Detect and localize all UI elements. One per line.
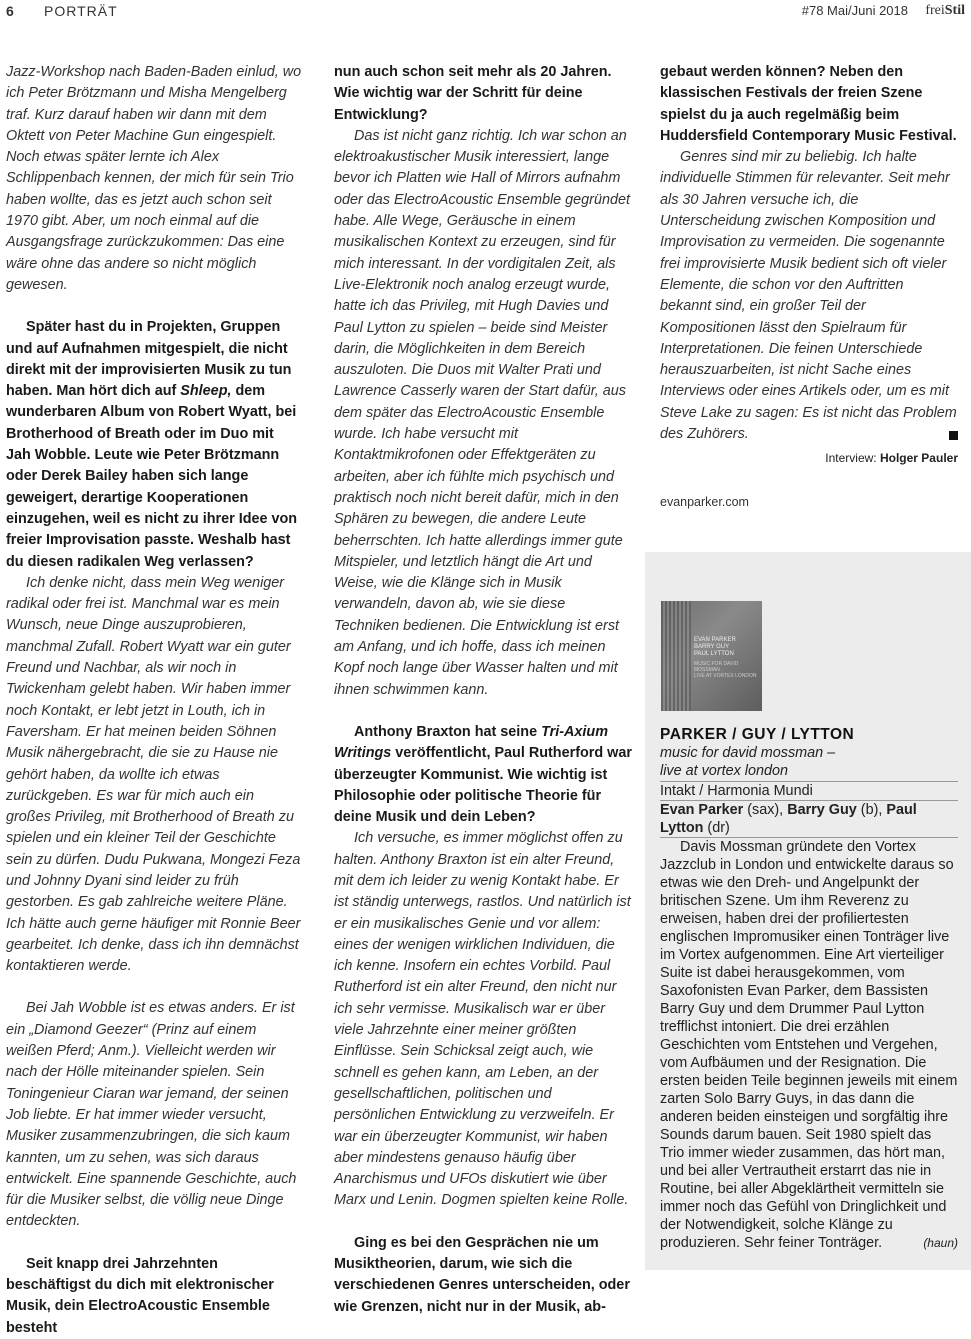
column-3 <box>660 62 958 513</box>
website-link[interactable]: evanparker.com <box>660 494 749 509</box>
answer-text: Jazz-Workshop nach Baden-Baden einlud, wo ich Peter Brötzmann und Misha Mengelberg traf. Kurz darauf haben wir dann mit dem Oktett von Peter Machine Gun eingespielt. Noch etwas später lernte ich Alex Schlippenbach kennen, der mich für sein Trio haben wollte, das es jetzt auch schon seit 1970 gibt. Aber, um noch einmal auf die Ausgangsfrage zurückzukommen: Das eine wäre ohne das andere so nicht möglich gewesen. <box>6 64 302 293</box>
question-text: nun auch schon seit mehr als 20 Jahren. Wie wichtig war der Schritt für deine Entwicklung? <box>334 64 612 123</box>
review-author: (haun) <box>923 1236 958 1250</box>
review-text: Davis Mossman gründete den Vortex Jazzclub in London und entwickelte daraus so etwas wie den Dreh- und Angelpunkt der britischen Szene. Um ihm Reverenz zu erweisen, haben drei der profiliertesten englischen Impromusiker einen Tonträger live im Vortex aufgenommen. Eine Art vierteiliger Suite ist dabei herausgekommen, vom Saxofonisten Evan Parker, dem Bassisten Barry Guy und dem Drummer Paul Lytton trefflichst intoniert. Die drei erzählen Geschichten vom Entstehen und Vergehen, vom Aufbäumen und der Resignation. Die ersten beiden Teile beginnen jeweils mit einem zarten Solo Barry Guys, in das dann die anderen beiden einsteigen und sorgfältig ihre Sounds darum bauen. Seit 1980 spielt das Trio immer wieder zusammen, das hört man, und bei aller Vertrautheit erstarrt das nie in Routine, bei aller Abgeklärtheit vermitteln sie immer noch das Gefühl von Dringlichkeit und der Notwendigkeit, solche Klänge zu produzieren. Sehr feiner Tonträger. (haun) <box>660 839 958 1251</box>
magazine-logo: freiStil <box>925 3 965 18</box>
interview-credit: Interview: Holger Pauler <box>825 451 958 466</box>
page-header <box>0 0 971 24</box>
question-text: gebaut werden können? Neben den klassischen Festivals der freien Szene spielst du ja auch regelmäßig beim Huddersfield Contemporary Music Festival. <box>660 64 957 144</box>
question-text: Ging es bei den Gesprächen nie um Musiktheorien, darum, wie sich die verschiedenen Genres unterscheiden, oder wie Grenzen, nicht nur in der Musik, ab- <box>334 1234 630 1315</box>
answer-text: Ich denke nicht, dass mein Weg weniger radikal oder frei ist. Manchmal war es mein Wunsch, neue Dinge auszuprobieren, manchmal Zufall. Robert Wyatt war ein guter Freund und Nachbar, als wir noch in Twickenham gelebt haben. Wir haben immer noch Kontakt, er lebt jetzt in Louth, ich in Faversham. Er hat meinen beiden Söhnen Musik nähergebracht, die sie zu Hause nie gehört haben, da wollte ich etwas zurückgeben. Es war für mich auch ein großes Privileg, mit Brotherhood of Breath zu spielen und ein kleiner Teil der Geschichte sein zu dürfen. Dudu Pukwana, Mongezi Feza und Johnny Dyani sind leider zu früh gestorben. Es gab zahlreiche weitere Pläne. Ich hätte auch gerne häufiger mit Ronnie Beer gearbeitet. Ich denke, dass ich ihn demnächst kontaktieren werde. <box>6 574 301 975</box>
album-review <box>660 726 958 1252</box>
question-text: Seit knapp drei Jahrzehnten beschäftigst du dich mit elektronischer Musik, dein ElectroAcoustic Ensemble besteht <box>6 1255 274 1336</box>
review-subtitle: music for david mossman – live at vortex london <box>660 744 958 782</box>
question-text: Später hast du in Projekten, Gruppen und auf Aufnahmen mitgespielt, die nicht direkt mit der improvisierten Musik zu tun haben. Man hört dich auf Shleep, dem wunderbaren Album von Robert Wyatt, bei Brotherhood of Breath oder im Duo mit Jah Wobble. Leute wie Peter Brötzmann oder Derek Bailey haben sich lange geweigert, derartige Kooperationen einzugehen, weil es nicht zu ihrer Idee von freier Improvisation passte. Weshalb hast du diesen radikalen Weg verlassen? <box>6 319 298 570</box>
column-1 <box>6 62 302 1339</box>
question-text: Anthony Braxton hat seine Tri-Axium Writings veröffentlicht, Paul Rutherford war überzeugter Kommunist. Wie wichtig ist Philosophie oder politische Theorie für deine Musik und dein Leben? <box>334 723 632 826</box>
answer-text: Das ist nicht ganz richtig. Ich war schon an elektroakustischer Musik interessiert, lange bevor ich Platten wie Hall of Mirrors aufnahm oder das ElectroAcoustic Ensemble gegründet habe. Alle Wege, Geräusche in einem musikalischen Kontext zu erzeugen, sind für mich interessant. In der vordigitalen Zeit, als Live-Elektronik noch analog erzeugt wurde, hatte ich das Privileg, mit Hugh Davies und Paul Lytton zu spielen – beide sind Meister darin, die Möglichkeiten in dem Bereich auszuloten. Die Duos mit Walter Prati und Lawrence Casserly waren der Start dafür, aus dem später das ElectroAcoustic Ensemble wurde. Ich habe versucht mit Kontaktmikrofonen oder Effektgeräten zu arbeiten, aber ich fühlte mich psychisch und praktisch noch nicht bereit dafür, mich in den Sphären zu bewegen, die andere Leute beherrschten. Ich hatte allerdings immer gute Mitspieler, und letztlich hängt die Art und Weise, wie die Klänge sich in Musik verwandeln, davon ab, wie sie diese Techniken bedienen. Die Entwicklung ist erst am Anfang, und ich hoffe, dass ich meinen Kopf noch lange über Wasser halten und mit ihnen schwimmen kann. <box>334 127 630 698</box>
column-2 <box>334 62 632 1318</box>
section-title: PORTRÄT <box>44 3 118 19</box>
end-mark-icon <box>949 431 958 440</box>
review-title: PARKER / GUY / LYTTON <box>660 726 855 743</box>
page-number: 6 <box>6 3 14 19</box>
answer-text: Ich versuche, es immer möglichst offen zu halten. Anthony Braxton ist ein alter Freund, mit dem ich leider zu wenig Kontakt habe. Er ist ständig unterwegs, rastlos. Und natürlich ist er ein musikalisches Genie und vor allem: eines der wenigen wirklichen Individuen, die ich kenne. Insofern ein echtes Vorbild. Paul Rutherford ist ein alter Freund, den nicht nur ich sehr vermisse. Musikalisch war er über viele Jahrzehnte einer meiner größten Einflüsse. Sein Schicksal zeigt auch, wie schnell es gehen kann, am Leben, an der gesellschaftlichen, politischen und persönlichen Entwicklung zu verzweifeln. Er war ein überzeugter Kommunist, wir haben aber mindestens genauso häufig über Anarchismus und UFOs diskutiert wie über Marx und Lenin. Dogmen spielten keine Rolle. <box>334 830 631 1209</box>
issue-info: #78 Mai/Juni 2018 <box>801 3 908 18</box>
answer-text: Bei Jah Wobble ist es etwas anders. Er ist ein „Diamond Geezer“ (Prinz auf einem weißen Pferd; Anm.). Vielleicht werden wir nach der Hölle miteinander spielen. Sein Toningenieur Ciaran war jemand, der seinen Job liebte. Er hat immer wieder versucht, Musiker zusammenzubringen, die sich kaum kannten, um zu sehen, was sich daraus entwickelt. Eine spannende Geschichte, auch für die Musiker selbst, die völlig neue Dinge entdeckten. <box>6 1000 297 1230</box>
answer-text: Genres sind mir zu beliebig. Ich halte individuelle Stimmen für relevanter. Seit mehr als 30 Jahren versuche ich, die Unterscheidung zwischen Komposition und Improvisation zu vermeiden. Die sogenannte frei improvisierte Musik bedient sich oft vieler Elemente, die schon vor den Auftritten bekannt sind, ein großer Teil der Kompositionen lässt den Spielraum für Interpretationen. Die feinen Unterschiede herauszuarbeiten, ist nicht Sache eines Interviews oder eines Artikels oder, um es mit Steve Lake zu sagen: Es ist nicht das Problem des Zuhörers. <box>660 149 957 443</box>
review-label: Intakt / Harmonia Mundi <box>660 782 958 801</box>
review-players: Evan Parker (sax), Barry Guy (b), Paul Lytton (dr) <box>660 801 958 838</box>
album-cover: EVAN PARKER BARRY GUY PAUL LYTTON MUSIC FOR DAVID MOSSMAN LIVE AT VORTEX LONDON <box>661 601 762 711</box>
